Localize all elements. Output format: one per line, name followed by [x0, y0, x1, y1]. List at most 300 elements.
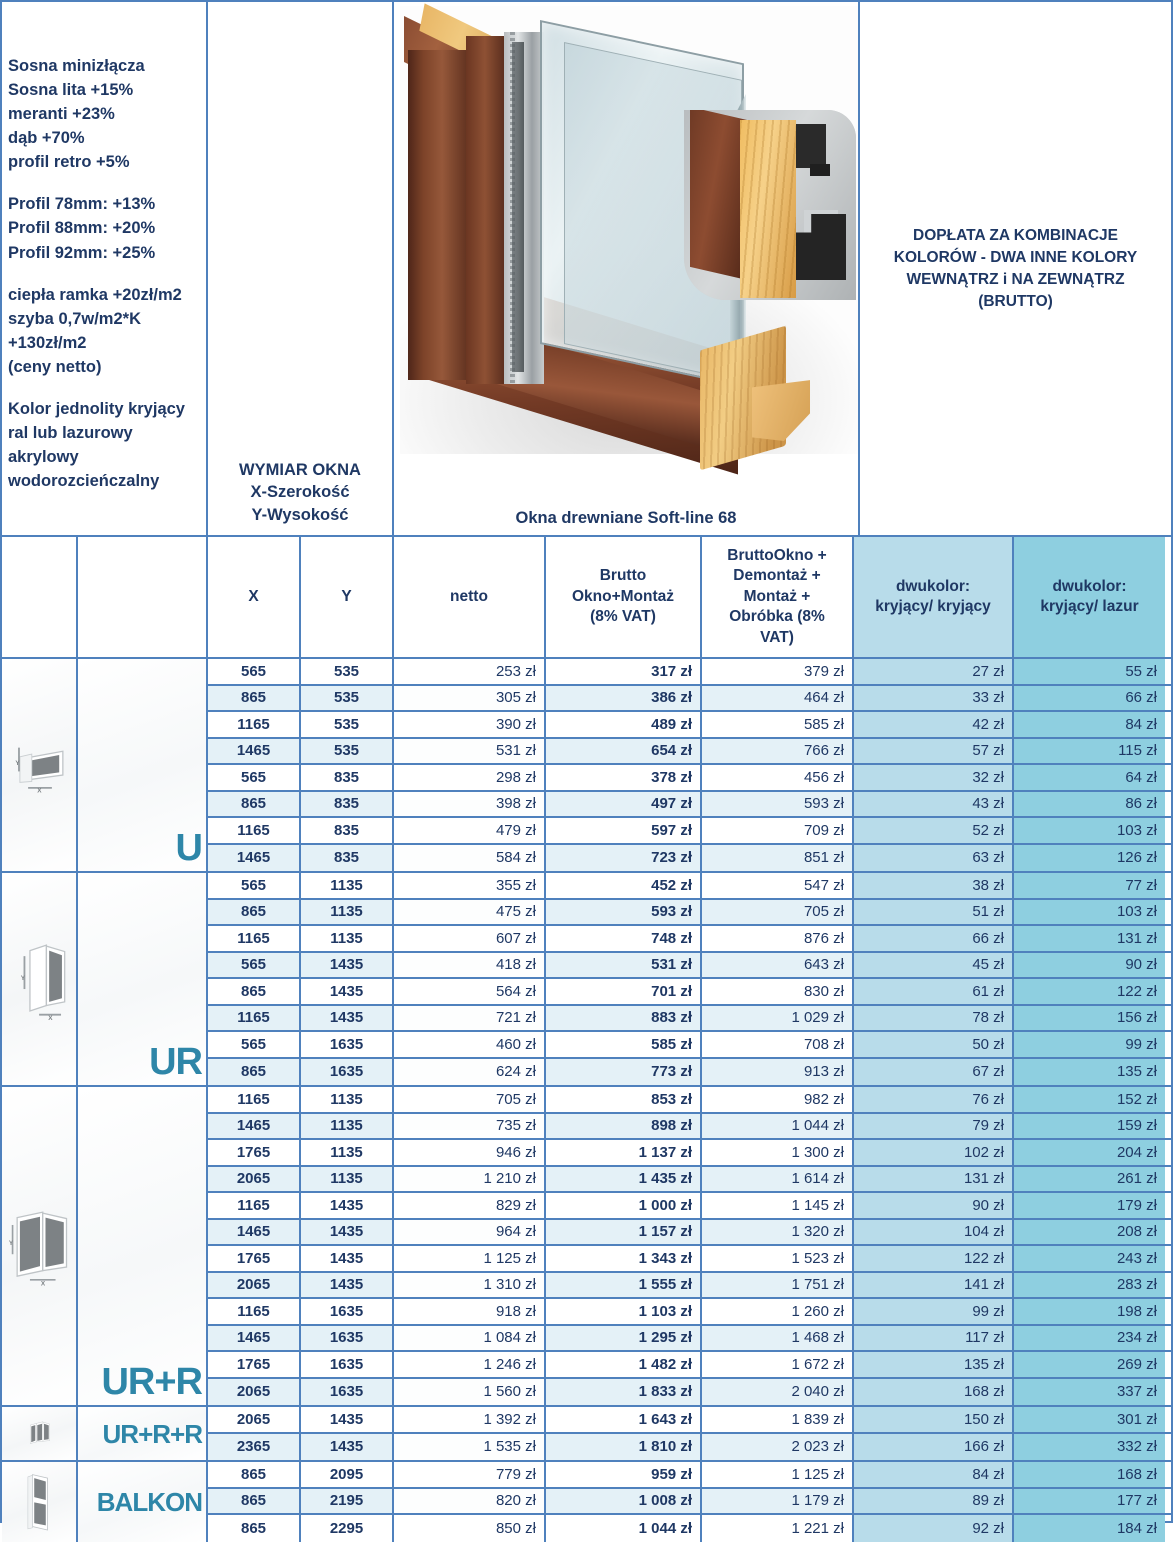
cell-brutto-full: 1 145 zł [702, 1193, 854, 1218]
cell-dwukolor-kryjacy-lazur: 103 zł [1014, 900, 1165, 925]
brutto-montaz-line-2: Okno+Montaż [571, 587, 675, 605]
cell-y: 1135 [301, 1140, 394, 1165]
cell-x: 2065 [208, 1273, 301, 1298]
cell-brutto-full: 593 zł [702, 792, 854, 817]
cell-brutto-full: 1 468 zł [702, 1326, 854, 1351]
cell-brutto-full: 1 523 zł [702, 1246, 854, 1271]
cell-dwukolor-kryjacy-kryjacy: 67 zł [854, 1059, 1014, 1086]
dwukolor1-line-1: dwukolor: [895, 577, 971, 595]
notes-line: Sosna minizłącza [8, 57, 145, 75]
photo-caption: Okna drewniane Soft-line 68 [515, 509, 737, 527]
cell-brutto-full: 2 040 zł [702, 1379, 854, 1406]
cell-brutto-full: 1 125 zł [702, 1462, 854, 1487]
table-row [208, 845, 1171, 872]
window-type-ur-r-icon [8, 1095, 72, 1397]
cell-dwukolor-kryjacy-kryjacy: 78 zł [854, 1006, 1014, 1031]
cell-dwukolor-kryjacy-lazur: 269 zł [1014, 1352, 1165, 1377]
wymiar-title: WYMIAR OKNA [239, 460, 361, 479]
cell-brutto-full: 708 zł [702, 1032, 854, 1057]
cell-netto: 624 zł [394, 1059, 546, 1086]
cell-brutto-full: 709 zł [702, 818, 854, 843]
cell-x: 1765 [208, 1352, 301, 1377]
cell-x: 2065 [208, 1407, 301, 1432]
cell-brutto-full: 585 zł [702, 712, 854, 737]
cell-dwukolor-kryjacy-kryjacy: 66 zł [854, 926, 1014, 951]
brutto-montaz-line-3: (8% VAT) [590, 608, 656, 626]
cell-dwukolor-kryjacy-lazur: 55 zł [1014, 659, 1165, 684]
cell-y: 1435 [301, 1246, 394, 1271]
table-row [208, 1087, 1171, 1114]
table-row [208, 1140, 1171, 1167]
cell-x: 865 [208, 792, 301, 817]
group-icon-cell [2, 1462, 78, 1542]
table-row [208, 1006, 1171, 1033]
cell-y: 1435 [301, 979, 394, 1004]
cell-x: 1165 [208, 1087, 301, 1112]
product-photo-cell [394, 2, 860, 535]
cell-netto: 964 zł [394, 1220, 546, 1245]
cell-y: 2095 [301, 1462, 394, 1487]
cell-brutto-montaz: 1 482 zł [546, 1352, 702, 1377]
cell-dwukolor-kryjacy-lazur: 179 zł [1014, 1193, 1165, 1218]
column-header-row [2, 537, 1171, 659]
cell-dwukolor-kryjacy-kryjacy: 104 zł [854, 1220, 1014, 1245]
dwukolor1-line-2: kryjący/ kryjący [875, 598, 991, 615]
cell-dwukolor-kryjacy-kryjacy: 33 zł [854, 686, 1014, 711]
notes-line: szyba 0,7w/m2*K [8, 309, 141, 328]
cell-brutto-montaz: 898 zł [546, 1114, 702, 1139]
cell-brutto-full: 1 179 zł [702, 1489, 854, 1514]
cell-x: 865 [208, 1515, 301, 1542]
cell-brutto-montaz: 1 103 zł [546, 1299, 702, 1324]
cell-x: 2065 [208, 1167, 301, 1192]
cell-y: 1135 [301, 900, 394, 925]
cell-dwukolor-kryjacy-kryjacy: 57 zł [854, 739, 1014, 764]
cell-dwukolor-kryjacy-lazur: 204 zł [1014, 1140, 1165, 1165]
cell-netto: 1 310 zł [394, 1273, 546, 1298]
cell-dwukolor-kryjacy-kryjacy: 42 zł [854, 712, 1014, 737]
cell-x: 1465 [208, 1114, 301, 1139]
cell-dwukolor-kryjacy-kryjacy: 166 zł [854, 1434, 1014, 1461]
cell-netto: 705 zł [394, 1087, 546, 1112]
cell-dwukolor-kryjacy-lazur: 86 zł [1014, 792, 1165, 817]
cell-brutto-montaz: 597 zł [546, 818, 702, 843]
cell-netto: 398 zł [394, 792, 546, 817]
group-rows [208, 1407, 1171, 1460]
cell-y: 835 [301, 818, 394, 843]
notes-line: ral lub lazurowy [8, 424, 133, 443]
cell-x: 2065 [208, 1379, 301, 1406]
cell-y: 535 [301, 739, 394, 764]
cell-brutto-montaz: 1 295 zł [546, 1326, 702, 1351]
table-row [208, 1059, 1171, 1086]
cell-y: 2295 [301, 1515, 394, 1542]
cell-brutto-montaz: 748 zł [546, 926, 702, 951]
cell-brutto-full: 851 zł [702, 845, 854, 872]
doplata-line-4: (BRUTTO) [978, 292, 1053, 310]
cell-netto: 531 zł [394, 739, 546, 764]
group-rows [208, 1087, 1171, 1405]
table-row [208, 1462, 1171, 1489]
cell-x: 865 [208, 900, 301, 925]
group-label-cell [78, 1462, 208, 1542]
doplata-line-3: WEWNĄTRZ i NA ZEWNĄTRZ [906, 270, 1125, 288]
cell-y: 1435 [301, 1434, 394, 1461]
brutto-montaz-line-1: Brutto [599, 567, 647, 585]
table-row [208, 1407, 1171, 1434]
cell-brutto-montaz: 1 833 zł [546, 1379, 702, 1406]
brutto-full-line-5: VAT) [760, 628, 794, 646]
cell-brutto-montaz: 1 044 zł [546, 1515, 702, 1542]
cell-brutto-montaz: 1 810 zł [546, 1434, 702, 1461]
dwukolor2-line-1: dwukolor: [1052, 577, 1127, 595]
cell-y: 1635 [301, 1059, 394, 1086]
cell-netto: 584 zł [394, 845, 546, 872]
cell-netto: 721 zł [394, 1006, 546, 1031]
cell-dwukolor-kryjacy-lazur: 177 zł [1014, 1489, 1165, 1514]
cell-x: 1465 [208, 739, 301, 764]
brutto-full-line-2: Demontaż + [733, 567, 821, 585]
cell-dwukolor-kryjacy-kryjacy: 32 zł [854, 765, 1014, 790]
cell-dwukolor-kryjacy-kryjacy: 90 zł [854, 1193, 1014, 1218]
cell-brutto-montaz: 773 zł [546, 1059, 702, 1086]
cell-y: 835 [301, 792, 394, 817]
cell-dwukolor-kryjacy-lazur: 131 zł [1014, 926, 1165, 951]
cell-netto: 1 392 zł [394, 1407, 546, 1432]
cell-netto: 355 zł [394, 873, 546, 898]
cell-dwukolor-kryjacy-lazur: 261 zł [1014, 1167, 1165, 1192]
cell-brutto-full: 1 751 zł [702, 1273, 854, 1298]
cell-x: 865 [208, 686, 301, 711]
notes-spacer [8, 174, 200, 192]
cell-x: 1465 [208, 1326, 301, 1351]
cell-netto: 1 535 zł [394, 1434, 546, 1461]
table-row [208, 1489, 1171, 1516]
notes-line: Sosna lita +15% [8, 81, 134, 100]
table-row [208, 979, 1171, 1006]
cell-dwukolor-kryjacy-lazur: 208 zł [1014, 1220, 1165, 1245]
table-row [208, 818, 1171, 845]
cell-dwukolor-kryjacy-kryjacy: 168 zł [854, 1379, 1014, 1406]
cell-brutto-montaz: 701 zł [546, 979, 702, 1004]
cell-y: 1135 [301, 926, 394, 951]
cell-x: 1165 [208, 1006, 301, 1031]
column-header-netto: netto [394, 537, 546, 657]
cell-x: 565 [208, 873, 301, 898]
cell-dwukolor-kryjacy-kryjacy: 45 zł [854, 953, 1014, 978]
table-row [208, 1515, 1171, 1542]
cell-dwukolor-kryjacy-kryjacy: 117 zł [854, 1326, 1014, 1351]
table-row [208, 1352, 1171, 1379]
group-icon-cell [2, 873, 78, 1085]
cell-x: 565 [208, 659, 301, 684]
svg-text:Y: Y [8, 1240, 14, 1248]
cell-y: 1635 [301, 1352, 394, 1377]
cell-brutto-full: 1 029 zł [702, 1006, 854, 1031]
svg-text:X: X [40, 1280, 46, 1288]
cell-x: 1165 [208, 818, 301, 843]
cell-x: 565 [208, 1032, 301, 1057]
notes-line: Profil 92mm: +25% [8, 243, 156, 262]
cell-brutto-montaz: 1 435 zł [546, 1167, 702, 1192]
svg-text:X: X [37, 787, 42, 795]
dwukolor2-line-2: kryjący/ lazur [1040, 598, 1139, 615]
cell-dwukolor-kryjacy-lazur: 152 zł [1014, 1087, 1165, 1112]
cell-netto: 390 zł [394, 712, 546, 737]
cell-dwukolor-kryjacy-kryjacy: 122 zł [854, 1246, 1014, 1271]
table-row [208, 659, 1171, 686]
table-row [208, 926, 1171, 953]
cell-y: 1135 [301, 1114, 394, 1139]
cell-brutto-full: 643 zł [702, 953, 854, 978]
cell-dwukolor-kryjacy-kryjacy: 92 zł [854, 1515, 1014, 1542]
cell-y: 1635 [301, 1032, 394, 1057]
cell-netto: 475 zł [394, 900, 546, 925]
cell-brutto-full: 982 zł [702, 1087, 854, 1112]
price-group [2, 873, 1171, 1087]
cell-y: 1435 [301, 1220, 394, 1245]
cell-netto: 850 zł [394, 1515, 546, 1542]
group-icon-cell [2, 1087, 78, 1405]
cell-dwukolor-kryjacy-kryjacy: 102 zł [854, 1140, 1014, 1165]
cell-netto: 253 zł [394, 659, 546, 684]
cell-dwukolor-kryjacy-kryjacy: 89 zł [854, 1489, 1014, 1514]
group-label-cell [78, 1087, 208, 1405]
cell-netto: 1 246 zł [394, 1352, 546, 1377]
cell-dwukolor-kryjacy-kryjacy: 38 zł [854, 873, 1014, 898]
table-row [208, 686, 1171, 713]
notes-line: (ceny netto) [8, 357, 102, 376]
cell-y: 1435 [301, 1006, 394, 1031]
brutto-full-line-3: Montaż + [743, 587, 811, 605]
cell-dwukolor-kryjacy-lazur: 332 zł [1014, 1434, 1165, 1461]
cell-x: 1165 [208, 926, 301, 951]
cell-dwukolor-kryjacy-kryjacy: 52 zł [854, 818, 1014, 843]
brutto-full-line-1: BruttoOkno + [727, 546, 827, 564]
cell-brutto-full: 464 zł [702, 686, 854, 711]
notes-line: Profil 78mm: +13% [8, 195, 156, 214]
profile-cross-section-image [684, 110, 856, 300]
cell-x: 865 [208, 1462, 301, 1487]
cell-netto: 1 125 zł [394, 1246, 546, 1271]
cell-netto: 418 zł [394, 953, 546, 978]
brutto-full-line-4: Obróbka (8% [729, 608, 825, 626]
cell-brutto-full: 766 zł [702, 739, 854, 764]
cell-netto: 1 084 zł [394, 1326, 546, 1351]
cell-netto: 479 zł [394, 818, 546, 843]
cell-dwukolor-kryjacy-lazur: 168 zł [1014, 1462, 1165, 1487]
cell-brutto-montaz: 1 555 zł [546, 1273, 702, 1298]
notes-line: meranti +23% [8, 105, 115, 124]
cell-brutto-montaz: 1 643 zł [546, 1407, 702, 1432]
cell-netto: 820 zł [394, 1489, 546, 1514]
cell-brutto-montaz: 452 zł [546, 873, 702, 898]
cell-dwukolor-kryjacy-kryjacy: 150 zł [854, 1407, 1014, 1432]
cell-dwukolor-kryjacy-kryjacy: 51 zł [854, 900, 1014, 925]
svg-text:Y: Y [20, 974, 26, 982]
window-type-ur-r-r-icon [8, 1415, 72, 1452]
cell-brutto-montaz: 531 zł [546, 953, 702, 978]
cell-y: 835 [301, 765, 394, 790]
notes-line: wodorozcieńczalny [8, 472, 160, 491]
table-row [208, 1114, 1171, 1141]
cell-brutto-full: 1 044 zł [702, 1114, 854, 1139]
cell-dwukolor-kryjacy-kryjacy: 79 zł [854, 1114, 1014, 1139]
cell-dwukolor-kryjacy-lazur: 337 zł [1014, 1379, 1165, 1406]
cell-y: 2195 [301, 1489, 394, 1514]
cell-y: 535 [301, 712, 394, 737]
cell-dwukolor-kryjacy-lazur: 198 zł [1014, 1299, 1165, 1324]
cell-y: 1135 [301, 1167, 394, 1192]
cell-dwukolor-kryjacy-lazur: 66 zł [1014, 686, 1165, 711]
cell-x: 1165 [208, 1193, 301, 1218]
doplata-line-2: KOLORÓW - DWA INNE KOLORY [893, 248, 1138, 266]
cell-brutto-montaz: 723 zł [546, 845, 702, 872]
table-row [208, 1326, 1171, 1353]
column-header-y: Y [301, 537, 394, 657]
cell-dwukolor-kryjacy-lazur: 243 zł [1014, 1246, 1165, 1271]
cell-dwukolor-kryjacy-lazur: 135 zł [1014, 1059, 1165, 1086]
cell-y: 835 [301, 845, 394, 872]
cell-dwukolor-kryjacy-kryjacy: 43 zł [854, 792, 1014, 817]
cell-x: 865 [208, 979, 301, 1004]
cell-brutto-full: 1 320 zł [702, 1220, 854, 1245]
price-groups [2, 659, 1171, 1542]
cell-dwukolor-kryjacy-lazur: 301 zł [1014, 1407, 1165, 1432]
cell-netto: 305 zł [394, 686, 546, 711]
cell-x: 2365 [208, 1434, 301, 1461]
group-label-text: UR+R [101, 1361, 202, 1403]
cell-brutto-full: 379 zł [702, 659, 854, 684]
window-type-balkon-icon [8, 1470, 72, 1534]
cell-x: 1165 [208, 1299, 301, 1324]
column-header-brutto-montaz [546, 537, 702, 657]
cell-dwukolor-kryjacy-kryjacy: 27 zł [854, 659, 1014, 684]
group-label-text: U [175, 827, 202, 869]
svg-text:Y: Y [15, 760, 20, 767]
cell-y: 1435 [301, 953, 394, 978]
notes-line: Kolor jednolity kryjący [8, 399, 185, 418]
cell-dwukolor-kryjacy-lazur: 99 zł [1014, 1032, 1165, 1057]
cell-brutto-montaz: 593 zł [546, 900, 702, 925]
cell-netto: 829 zł [394, 1193, 546, 1218]
cell-brutto-montaz: 853 zł [546, 1087, 702, 1112]
cell-x: 1465 [208, 845, 301, 872]
table-row [208, 1193, 1171, 1220]
wymiar-y-label: Y-Wysokość [251, 506, 349, 525]
cell-brutto-full: 1 260 zł [702, 1299, 854, 1324]
cell-brutto-montaz: 1 137 zł [546, 1140, 702, 1165]
cell-x: 565 [208, 953, 301, 978]
cell-x: 865 [208, 1489, 301, 1514]
doplata-header [860, 2, 1171, 535]
doplata-line-1: DOPŁATA ZA KOMBINACJE [913, 226, 1118, 244]
table-row [208, 1220, 1171, 1247]
cell-brutto-full: 1 300 zł [702, 1140, 854, 1165]
cell-x: 1765 [208, 1140, 301, 1165]
cell-dwukolor-kryjacy-lazur: 283 zł [1014, 1273, 1165, 1298]
price-group [2, 1407, 1171, 1462]
cell-dwukolor-kryjacy-lazur: 64 zł [1014, 765, 1165, 790]
cell-brutto-montaz: 883 zł [546, 1006, 702, 1031]
header-type-spacer [78, 537, 208, 657]
table-row [208, 1032, 1171, 1059]
table-row [208, 792, 1171, 819]
table-row [208, 1299, 1171, 1326]
cell-dwukolor-kryjacy-kryjacy: 76 zł [854, 1087, 1014, 1112]
cell-dwukolor-kryjacy-lazur: 156 zł [1014, 1006, 1165, 1031]
cell-brutto-full: 830 zł [702, 979, 854, 1004]
cell-netto: 1 560 zł [394, 1379, 546, 1406]
cell-x: 1765 [208, 1246, 301, 1271]
table-row [208, 1246, 1171, 1273]
cell-y: 1435 [301, 1273, 394, 1298]
cell-y: 535 [301, 686, 394, 711]
cell-dwukolor-kryjacy-lazur: 184 zł [1014, 1515, 1165, 1542]
cell-y: 1635 [301, 1299, 394, 1324]
table-row [208, 712, 1171, 739]
cell-brutto-full: 1 839 zł [702, 1407, 854, 1432]
cell-netto: 460 zł [394, 1032, 546, 1057]
cell-dwukolor-kryjacy-kryjacy: 99 zł [854, 1299, 1014, 1324]
cell-y: 1635 [301, 1379, 394, 1406]
cell-netto: 298 zł [394, 765, 546, 790]
cell-dwukolor-kryjacy-lazur: 234 zł [1014, 1326, 1165, 1351]
group-rows [208, 873, 1171, 1085]
cell-y: 1135 [301, 873, 394, 898]
cell-dwukolor-kryjacy-lazur: 115 zł [1014, 739, 1165, 764]
cell-netto: 564 zł [394, 979, 546, 1004]
table-row [208, 873, 1171, 900]
cell-netto: 735 zł [394, 1114, 546, 1139]
cell-brutto-montaz: 1 008 zł [546, 1489, 702, 1514]
group-icon-cell [2, 1407, 78, 1460]
cell-x: 1165 [208, 712, 301, 737]
table-row [208, 765, 1171, 792]
cell-brutto-montaz: 378 zł [546, 765, 702, 790]
cell-netto: 779 zł [394, 1462, 546, 1487]
cell-brutto-montaz: 386 zł [546, 686, 702, 711]
column-header-brutto-full [702, 537, 854, 657]
group-label-cell [78, 659, 208, 871]
group-label-text: UR+R+R [102, 1418, 202, 1449]
svg-text:X: X [48, 1015, 53, 1023]
cell-brutto-montaz: 489 zł [546, 712, 702, 737]
cell-netto: 918 zł [394, 1299, 546, 1324]
cell-brutto-full: 876 zł [702, 926, 854, 951]
cell-brutto-montaz: 1 157 zł [546, 1220, 702, 1245]
wymiar-x-label: X-Szerokość [250, 483, 350, 502]
group-rows [208, 659, 1171, 871]
notes-line: +130zł/m2 [8, 333, 87, 352]
cell-x: 865 [208, 1059, 301, 1086]
window-type-u-icon [8, 667, 72, 863]
price-group [2, 659, 1171, 873]
cell-brutto-montaz: 654 zł [546, 739, 702, 764]
cell-netto: 946 zł [394, 1140, 546, 1165]
cell-dwukolor-kryjacy-kryjacy: 135 zł [854, 1352, 1014, 1377]
group-label-cell [78, 873, 208, 1085]
header-icon-spacer [2, 537, 78, 657]
cell-netto: 1 210 zł [394, 1167, 546, 1192]
cell-dwukolor-kryjacy-lazur: 126 zł [1014, 845, 1165, 872]
group-label-text: UR [149, 1041, 202, 1083]
cell-dwukolor-kryjacy-kryjacy: 141 zł [854, 1273, 1014, 1298]
column-header-dwukolor-kryjacy-kryjacy [854, 537, 1014, 657]
notes-spacer [8, 265, 200, 283]
cell-brutto-montaz: 1 343 zł [546, 1246, 702, 1271]
cell-brutto-montaz: 585 zł [546, 1032, 702, 1057]
